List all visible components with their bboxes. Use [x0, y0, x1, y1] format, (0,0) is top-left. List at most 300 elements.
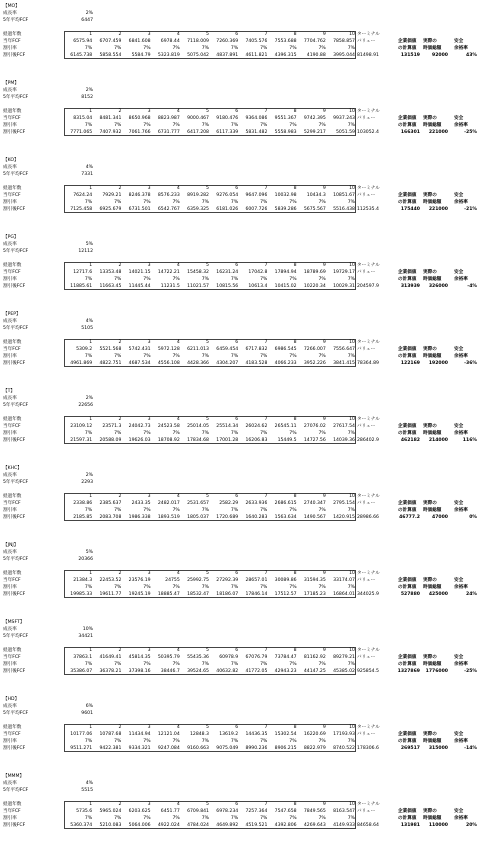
- stock-title: 【KO】: [3, 158, 19, 163]
- fcf-cell: 2385.637: [99, 501, 122, 506]
- stock-title: 【JNJ】: [3, 543, 19, 548]
- discount-cell: 7%: [347, 200, 355, 205]
- dfcf-cell: 4784.024: [187, 823, 209, 828]
- margin-header-sub: 余裕率: [454, 200, 468, 205]
- actual-value: 221000: [428, 207, 448, 212]
- year-number: 5: [206, 725, 209, 730]
- fcf-cell: 5735.6: [76, 809, 93, 814]
- discount-cell: 7%: [172, 354, 180, 359]
- discount-label: 割引率: [3, 200, 17, 205]
- year-number: 8: [293, 571, 297, 576]
- fcf-cell: 12717.6: [73, 270, 93, 275]
- year-number: 8: [293, 263, 297, 268]
- discount-cell: 7%: [143, 277, 151, 282]
- dfcf-cell: 44147.25: [303, 669, 326, 674]
- growth-value: 10%: [82, 627, 93, 632]
- dfcf-cell: 4822.751: [99, 361, 122, 366]
- fcf-cell: 9937.243: [333, 116, 355, 121]
- fcf-label: 当年FCF: [3, 116, 21, 121]
- dfcf-cell: 4556.108: [157, 361, 180, 366]
- discount-cell: 7%: [318, 508, 326, 513]
- dfcf-cell: 6117.339: [216, 130, 239, 135]
- fcf5-value: 12112: [78, 249, 93, 254]
- stock-block: [0, 542, 480, 619]
- terminal-label: ターミナル: [357, 648, 380, 653]
- calc-header-sub: の計算値: [398, 46, 417, 51]
- margin-header-sub: 余裕率: [454, 354, 468, 359]
- dfcf-cell: 2185.85: [73, 515, 93, 520]
- discount-cell: 7%: [230, 585, 239, 590]
- fcf5-label: 5年平均FCF: [3, 95, 29, 100]
- dfcf-cell: 4149.933: [333, 823, 355, 828]
- fcf5-value: 34421: [78, 634, 93, 639]
- actual-header-sub: 時価総額: [423, 739, 442, 744]
- actual-header: 実際の: [423, 578, 437, 583]
- discount-cell: 7%: [172, 816, 180, 821]
- fcf-cell: 10787.68: [99, 732, 122, 737]
- fcf-cell: 6707.459: [99, 39, 122, 44]
- discount-cell: 7%: [347, 739, 355, 744]
- dfcf-cell: 11231.5: [160, 284, 180, 289]
- discount-cell: 7%: [201, 585, 209, 590]
- year-number: 4: [176, 802, 180, 807]
- year-number: 6: [235, 186, 239, 191]
- dfcf-cell: 6145.738: [70, 53, 93, 58]
- dfcf-cell: 1490.567: [303, 515, 326, 520]
- dfcf-cell: 45385.02: [333, 669, 355, 674]
- year-number: 1: [89, 648, 93, 653]
- fcf5-label: 5年平均FCF: [3, 249, 29, 254]
- dfcf-cell: 4183.528: [245, 361, 268, 366]
- fcf-cell: 6211.013: [187, 347, 209, 352]
- actual-value: 47000: [432, 515, 448, 520]
- margin-value: 43%: [466, 53, 477, 58]
- actual-header: 実際の: [423, 424, 437, 429]
- discount-cell: 7%: [84, 739, 93, 744]
- dfcf-cell: 5839.286: [274, 207, 297, 212]
- margin-value: 116%: [462, 438, 477, 443]
- growth-value: 5%: [85, 550, 93, 555]
- years-label: 経過年数: [3, 494, 22, 499]
- year-number: 7: [264, 648, 268, 653]
- actual-header: 実際の: [423, 39, 437, 44]
- terminal-value: 286402.9: [357, 438, 379, 443]
- years-label: 経過年数: [3, 109, 22, 114]
- discount-cell: 7%: [201, 123, 209, 128]
- fcf-cell: 55435.36: [187, 655, 209, 660]
- fcf-cell: 5521.568: [99, 347, 122, 352]
- fcf-cell: 10177.06: [70, 732, 93, 737]
- discount-cell: 7%: [289, 354, 297, 359]
- dfcf-cell: 5516.438: [333, 207, 355, 212]
- fcf5-label: 5年平均FCF: [3, 788, 29, 793]
- fcf-cell: 27617.54: [333, 424, 355, 429]
- discount-cell: 7%: [289, 508, 297, 513]
- fcf-cell: 73784.47: [274, 655, 297, 660]
- year-number: 1: [89, 109, 93, 114]
- years-label: 経過年数: [3, 802, 22, 807]
- fcf-cell: 31594.35: [303, 578, 326, 583]
- year-number: 9: [322, 571, 326, 576]
- terminal-value: 78364.89: [357, 361, 379, 366]
- discount-label: 割引率: [3, 739, 17, 744]
- dfcf-cell: 8822.979: [303, 746, 326, 751]
- year-number: 10: [349, 802, 355, 807]
- discount-cell: 7%: [114, 123, 122, 128]
- calc-header-sub: の計算値: [398, 123, 417, 128]
- fcf-cell: 14722.21: [157, 270, 180, 275]
- calc-header-sub: の計算値: [398, 431, 417, 436]
- dfcf-cell: 3995.044: [333, 53, 355, 58]
- actual-header: 実際の: [423, 809, 437, 814]
- margin-header-sub: 余裕率: [454, 662, 468, 667]
- discount-cell: 7%: [289, 816, 297, 821]
- actual-header: 実際の: [423, 732, 437, 737]
- discount-cell: 7%: [260, 431, 268, 436]
- fcf-cell: 12848.3: [189, 732, 209, 737]
- discount-cell: 7%: [260, 46, 268, 51]
- year-number: 7: [264, 571, 268, 576]
- terminal-value: 344025.9: [357, 592, 379, 597]
- calc-header: 企業価値: [398, 655, 417, 660]
- year-number: 5: [206, 417, 209, 422]
- discount-cell: 7%: [347, 816, 355, 821]
- fcf-cell: 24042.73: [128, 424, 151, 429]
- year-number: 5: [206, 494, 209, 499]
- dfcf-cell: 4190.88: [306, 53, 326, 58]
- discount-cell: 7%: [143, 200, 151, 205]
- discount-cell: 7%: [230, 431, 239, 436]
- discount-cell: 7%: [318, 431, 326, 436]
- discount-cell: 7%: [289, 277, 297, 282]
- year-number: 10: [349, 340, 355, 345]
- fcf-cell: 25992.75: [187, 578, 209, 583]
- fcf-cell: 2795.154: [333, 501, 355, 506]
- actual-header: 実際の: [423, 501, 437, 506]
- dfcf-cell: 4428.366: [187, 361, 209, 366]
- year-number: 2: [118, 725, 122, 730]
- margin-header: 安全: [454, 501, 464, 506]
- discount-cell: 7%: [172, 123, 180, 128]
- year-number: 9: [322, 648, 326, 653]
- growth-value: 4%: [85, 319, 93, 324]
- actual-header: 実際の: [423, 270, 437, 275]
- calc-header-sub: の計算値: [398, 662, 417, 667]
- dfcf-cell: 9334.321: [128, 746, 151, 751]
- value-label: バリュー: [357, 424, 376, 429]
- discount-label: 割引率: [3, 431, 17, 436]
- discount-cell: 7%: [84, 123, 93, 128]
- dfcf-cell: 10220.34: [303, 284, 326, 289]
- discount-cell: 7%: [201, 277, 209, 282]
- year-number: 7: [264, 186, 268, 191]
- discount-cell: 7%: [143, 739, 151, 744]
- margin-header: 安全: [454, 655, 464, 660]
- discount-cell: 7%: [289, 431, 297, 436]
- dfcf-cell: 16864.01: [333, 592, 355, 597]
- stock-block: [0, 696, 480, 773]
- year-number: 5: [206, 571, 209, 576]
- fcf-cell: 8650.968: [128, 116, 151, 121]
- fcf-cell: 37863.1: [73, 655, 93, 660]
- terminal-label: ターミナル: [357, 32, 380, 37]
- fcf-cell: 89279.21: [333, 655, 355, 660]
- year-number: 2: [118, 340, 122, 345]
- discount-cell: 7%: [172, 200, 180, 205]
- dfcf-cell: 6181.026: [216, 207, 239, 212]
- year-number: 9: [322, 109, 326, 114]
- fcf-label: 当年FCF: [3, 655, 21, 660]
- calc-header-sub: の計算値: [398, 277, 417, 282]
- margin-header-sub: 余裕率: [454, 739, 468, 744]
- dfcf-cell: 6542.767: [157, 207, 180, 212]
- calc-header-sub: の計算値: [398, 354, 417, 359]
- fcf-cell: 5972.128: [157, 347, 180, 352]
- years-label: 経過年数: [3, 725, 22, 730]
- fcf-cell: 8163.547: [333, 809, 355, 814]
- discount-cell: 7%: [289, 585, 297, 590]
- dfcf-cell: 4687.534: [128, 361, 151, 366]
- fcf-cell: 67076.79: [245, 655, 268, 660]
- discount-cell: 7%: [347, 508, 355, 513]
- fcf-cell: 9276.054: [216, 193, 239, 198]
- fcf5-label: 5年平均FCF: [3, 711, 29, 716]
- year-number: 10: [349, 32, 355, 37]
- fcf-cell: 6986.545: [274, 347, 297, 352]
- discount-cell: 7%: [143, 816, 151, 821]
- dfcf-cell: 42943.23: [274, 669, 297, 674]
- fcf-cell: 7553.688: [274, 39, 297, 44]
- fcf-cell: 21384.3: [73, 578, 93, 583]
- actual-value: 92000: [432, 53, 448, 58]
- discount-label: 割引率: [3, 277, 17, 282]
- year-number: 10: [349, 725, 355, 730]
- dfcf-cell: 19626.03: [128, 438, 151, 443]
- stock-title: 【PG】: [3, 235, 19, 240]
- discount-cell: 7%: [201, 508, 209, 513]
- fcf-cell: 15458.32: [187, 270, 209, 275]
- dfcf-cell: 15449.5: [277, 438, 297, 443]
- dfcf-cell: 17185.23: [303, 592, 326, 597]
- year-number: 8: [293, 417, 297, 422]
- actual-header-sub: 時価総額: [423, 816, 442, 821]
- dfcf-cell: 18885.47: [157, 592, 180, 597]
- dfcf-cell: 21597.31: [70, 438, 93, 443]
- fcf-cell: 13619.2: [219, 732, 239, 737]
- fcf-cell: 8246.378: [128, 193, 151, 198]
- actual-header-sub: 時価総額: [423, 123, 442, 128]
- margin-value: 24%: [466, 592, 477, 597]
- growth-value: 2%: [85, 88, 93, 93]
- actual-value: 214000: [428, 438, 448, 443]
- dfcf-cell: 3952.226: [303, 361, 326, 366]
- margin-header: 安全: [454, 193, 464, 198]
- calc-value: 175440: [400, 207, 420, 212]
- stock-block: [0, 311, 480, 388]
- fcf-cell: 23571.3: [102, 424, 122, 429]
- discount-cell: 7%: [84, 277, 93, 282]
- dfcf-cell: 9422.381: [99, 746, 122, 751]
- calc-header: 企業価値: [398, 501, 417, 506]
- discount-cell: 7%: [114, 354, 122, 359]
- discount-cell: 7%: [260, 123, 268, 128]
- discount-cell: 7%: [84, 662, 93, 667]
- discount-cell: 7%: [347, 277, 355, 282]
- discount-cell: 7%: [347, 662, 355, 667]
- discount-cell: 7%: [318, 277, 326, 282]
- year-number: 8: [293, 494, 297, 499]
- year-number: 3: [147, 802, 151, 807]
- fcf-cell: 27076.02: [303, 424, 326, 429]
- growth-label: 成長率: [3, 88, 17, 93]
- dfcf-cell: 7771.065: [70, 130, 93, 135]
- growth-value: 4%: [85, 165, 93, 170]
- dfcf-cell: 18532.47: [187, 592, 209, 597]
- discount-cell: 7%: [114, 508, 122, 513]
- margin-header-sub: 余裕率: [454, 46, 468, 51]
- discount-cell: 7%: [114, 816, 122, 821]
- dfcf-cell: 1640.283: [245, 515, 268, 520]
- discount-cell: 7%: [201, 816, 209, 821]
- dfcf-cell: 10815.56: [216, 284, 239, 289]
- terminal-label: ターミナル: [357, 725, 380, 730]
- fcf5-label: 5年平均FCF: [3, 326, 29, 331]
- discount-cell: 7%: [318, 123, 326, 128]
- discount-cell: 7%: [289, 662, 297, 667]
- fcf-cell: 6451.77: [160, 809, 180, 814]
- terminal-value: 103052.4: [357, 130, 379, 135]
- stock-title: 【MSFT】: [3, 620, 25, 625]
- actual-value: 1776000: [425, 669, 448, 674]
- year-number: 1: [89, 340, 93, 345]
- years-label: 経過年数: [3, 648, 22, 653]
- discount-cell: 7%: [230, 46, 239, 51]
- fcf-cell: 9647.096: [245, 193, 268, 198]
- discount-cell: 7%: [172, 46, 180, 51]
- year-number: 3: [147, 32, 151, 37]
- discount-cell: 7%: [172, 662, 180, 667]
- discount-cell: 7%: [230, 200, 239, 205]
- year-number: 9: [322, 417, 326, 422]
- fcf-cell: 50395.79: [157, 655, 180, 660]
- actual-value: 110000: [428, 823, 448, 828]
- year-number: 2: [118, 186, 122, 191]
- discount-cell: 7%: [84, 431, 93, 436]
- dfcf-label: 割引後FCF: [3, 746, 26, 751]
- margin-value: -4%: [467, 284, 477, 289]
- fcf-cell: 26545.11: [274, 424, 297, 429]
- years-label: 経過年数: [3, 340, 22, 345]
- dfcf-cell: 11663.45: [99, 284, 122, 289]
- dfcf-cell: 7061.766: [128, 130, 151, 135]
- discount-label: 割引率: [3, 662, 17, 667]
- calc-header: 企業価値: [398, 578, 417, 583]
- margin-value: -36%: [464, 361, 477, 366]
- year-number: 5: [206, 648, 209, 653]
- discount-cell: 7%: [260, 662, 268, 667]
- value-label: バリュー: [357, 501, 376, 506]
- growth-label: 成長率: [3, 165, 17, 170]
- fcf5-value: 9601: [81, 711, 93, 716]
- dfcf-cell: 5858.554: [99, 53, 122, 58]
- discount-cell: 7%: [172, 508, 180, 513]
- calc-header-sub: の計算値: [398, 739, 417, 744]
- year-number: 6: [235, 263, 239, 268]
- growth-label: 成長率: [3, 319, 17, 324]
- fcf-cell: 7405.576: [245, 39, 268, 44]
- calc-header-sub: の計算値: [398, 585, 417, 590]
- year-number: 3: [147, 263, 151, 268]
- dfcf-cell: 10415.02: [274, 284, 297, 289]
- dfcf-cell: 5831.482: [245, 130, 268, 135]
- margin-value: -25%: [464, 130, 477, 135]
- year-number: 2: [118, 802, 122, 807]
- value-label: バリュー: [357, 39, 376, 44]
- margin-value: -25%: [464, 669, 477, 674]
- margin-value: 20%: [466, 823, 477, 828]
- calc-value: 527880: [400, 592, 420, 597]
- dfcf-cell: 11445.44: [128, 284, 151, 289]
- year-number: 2: [118, 494, 122, 499]
- stock-block: [0, 388, 480, 465]
- margin-header-sub: 余裕率: [454, 123, 468, 128]
- dfcf-label: 割引後FCF: [3, 130, 26, 135]
- actual-header: 実際の: [423, 116, 437, 121]
- fcf-cell: 18789.69: [303, 270, 326, 275]
- discount-cell: 7%: [114, 46, 122, 51]
- terminal-value: 84658.64: [357, 823, 379, 828]
- margin-header: 安全: [454, 732, 464, 737]
- fcf-label: 当年FCF: [3, 193, 21, 198]
- stock-block: [0, 80, 480, 157]
- discount-cell: 7%: [318, 816, 326, 821]
- fcf-cell: 5742.431: [128, 347, 151, 352]
- fcf-cell: 28657.01: [245, 578, 268, 583]
- actual-value: 326000: [428, 284, 448, 289]
- year-number: 3: [147, 725, 151, 730]
- dfcf-cell: 36378.21: [99, 669, 122, 674]
- terminal-value: 112535.4: [357, 207, 379, 212]
- dfcf-cell: 41772.05: [245, 669, 268, 674]
- year-number: 6: [235, 725, 239, 730]
- dfcf-cell: 9160.663: [187, 746, 209, 751]
- terminal-label: ターミナル: [357, 186, 380, 191]
- dfcf-label: 割引後FCF: [3, 53, 26, 58]
- discount-label: 割引率: [3, 46, 17, 51]
- fcf-cell: 16231.24: [216, 270, 239, 275]
- dfcf-label: 割引後FCF: [3, 361, 26, 366]
- fcf-cell: 7257.364: [245, 809, 268, 814]
- dfcf-cell: 11021.57: [187, 284, 209, 289]
- year-number: 4: [176, 571, 180, 576]
- discount-cell: 7%: [143, 662, 151, 667]
- year-number: 4: [176, 109, 180, 114]
- dfcf-cell: 3841.415: [333, 361, 355, 366]
- dfcf-cell: 6731.777: [157, 130, 180, 135]
- dfcf-label: 割引後FCF: [3, 284, 26, 289]
- actual-value: 192000: [428, 361, 448, 366]
- fcf-cell: 25514.34: [216, 424, 239, 429]
- fcf-cell: 2338.86: [73, 501, 93, 506]
- calc-value: 1327869: [397, 669, 420, 674]
- fcf-cell: 26024.62: [245, 424, 268, 429]
- fcf-cell: 14021.15: [128, 270, 151, 275]
- calc-header-sub: の計算値: [398, 508, 417, 513]
- dfcf-cell: 19611.77: [99, 592, 122, 597]
- discount-cell: 7%: [318, 200, 326, 205]
- discount-cell: 7%: [347, 354, 355, 359]
- year-number: 5: [206, 340, 209, 345]
